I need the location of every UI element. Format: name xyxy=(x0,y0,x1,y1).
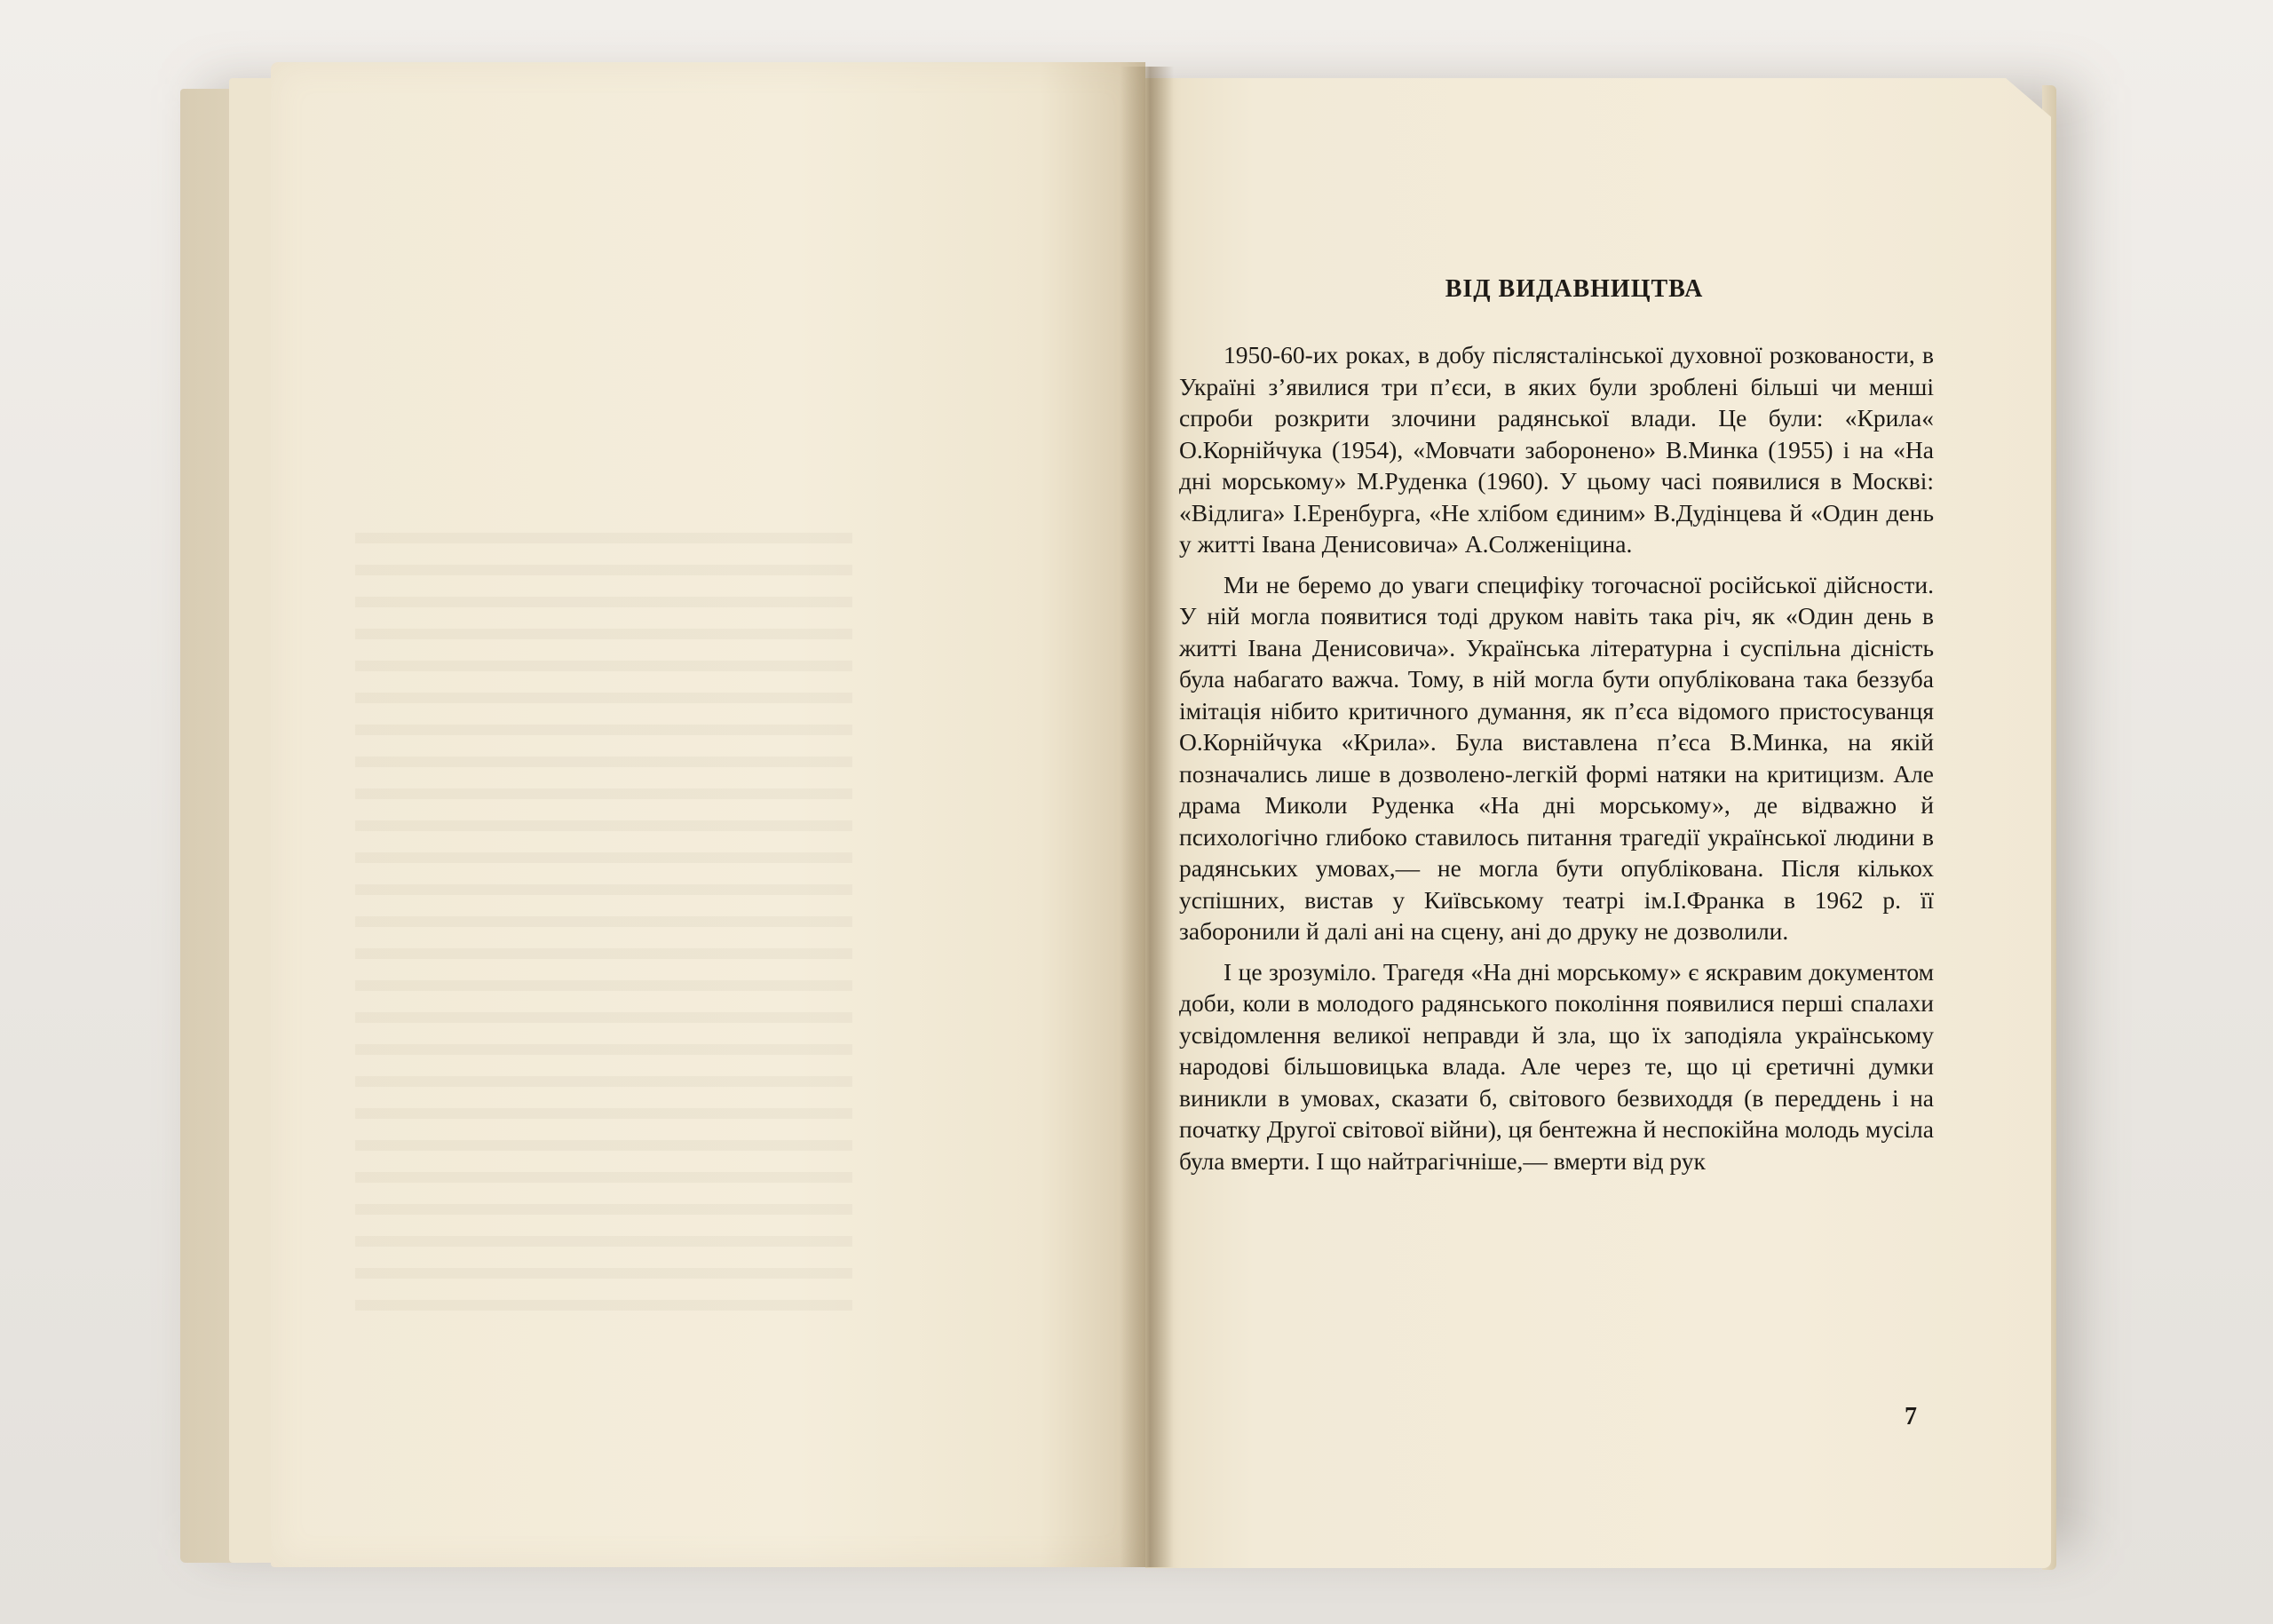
page-number: 7 xyxy=(1905,1403,1917,1430)
paragraph-1: 1950-60-их роках, в добу післясталінської духовної розкованости, в Україні з’явилися три п’єси, в яких були зроблені більші чи менші спроби розкрити злочини радянської влади. Це були: «Крила« О.Корнійчука (1954), «Мовчати заборонено» В.Минка (1955) і на «На дні морському» М.Руденка (1960). У цьому часі появилися в Москві: «Відлига» І.Еренбурга, «Не хлібом єдиним» В.Дудінцева й «Один день у житті Івана Денисовича» А.Солженіцина. xyxy=(1179,341,1934,558)
page-heading: ВІД ВИДАВНИЦТВА xyxy=(1445,275,1704,303)
left-page-bleed-through xyxy=(355,533,852,1314)
right-page-text xyxy=(1179,275,1934,1185)
paragraph-2: Ми не беремо до уваги специфіку тогочасної російської дійсности. У ній могла появитися тоді друком навіть така річ, як «Один день в житті Івана Денисовича». Українська літературна і суспільна дісність була набагато важча. Тому, в ній могла бути опублікована така беззуба імітація нібито критичного думання, як п’єса відомого пристосуванця О.Корнійчука «Крила». Була виставлена п’єса В.Минка, на якій позначались лише в дозволено-легкій формі натяки на критицизм. Але драма Миколи Руденка «На дні морському», де відважно й психологічно глибоко ставилось питання трагедії української людини в радянських умовах,— не могла бути опублікована. Після кількох успішних, вистав у Київському театрі ім.І.Франка в 1962 р. її заборонили й далі ані на сцену, ані до друку не дозволили. xyxy=(1179,570,1934,945)
paragraph-3: І це зрозуміло. Трагедя «На дні морському» є яскравим документом доби, коли в молодого радянського покоління появилися перші спалахи усвідомлення великої неправди й зла, що їх заподіяла українському народові більшовицька влада. Але через те, що ці єретичні думки виникли в умовах, сказати б, світового безвиходдя (в переддень і на початку Другої світової війни), ця бентежна й неспокійна молодь мусіла була вмерти. І що найтрагічніше,— вмерти від рук xyxy=(1179,957,1934,1175)
book-gutter xyxy=(1121,67,1174,1567)
